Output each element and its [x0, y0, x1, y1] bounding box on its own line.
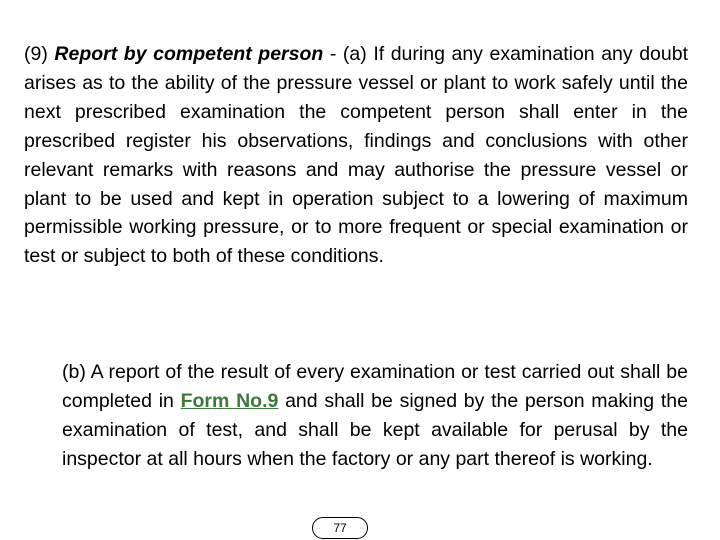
paragraph-b: [62, 358, 688, 474]
paragraph-a: [24, 40, 688, 271]
paragraph-a-text: (a) If during any examination any doubt arises as to the ability of the pressure vessel or plant to work safely until the next prescribed examination the competent person shall enter in the prescribed register his observations, findings and conclusions with other relevant remarks with reasons and may authorise the pressure vessel or plant to be used and kept in operation subject to a lowering of maximum permissible working pressure, or to more frequent or special examination or test or subject to both of these conditions.: [24, 43, 688, 268]
page-number: 77: [312, 517, 368, 539]
section-heading: Report by competent person: [54, 43, 324, 65]
heading-dash: -: [329, 43, 337, 65]
section-number: (9): [24, 43, 48, 65]
form-no-9-link[interactable]: Form No.9: [180, 389, 279, 412]
paragraph-b-text-after: and shall be signed by the person making the examination of test, and shall be kept available for perusal by the inspector at all hours when the factory or any part thereof is working.: [62, 389, 688, 470]
paragraph-b-text-before: (b) A report of the result of every examination or test carried out shall be completed in: [62, 361, 688, 412]
